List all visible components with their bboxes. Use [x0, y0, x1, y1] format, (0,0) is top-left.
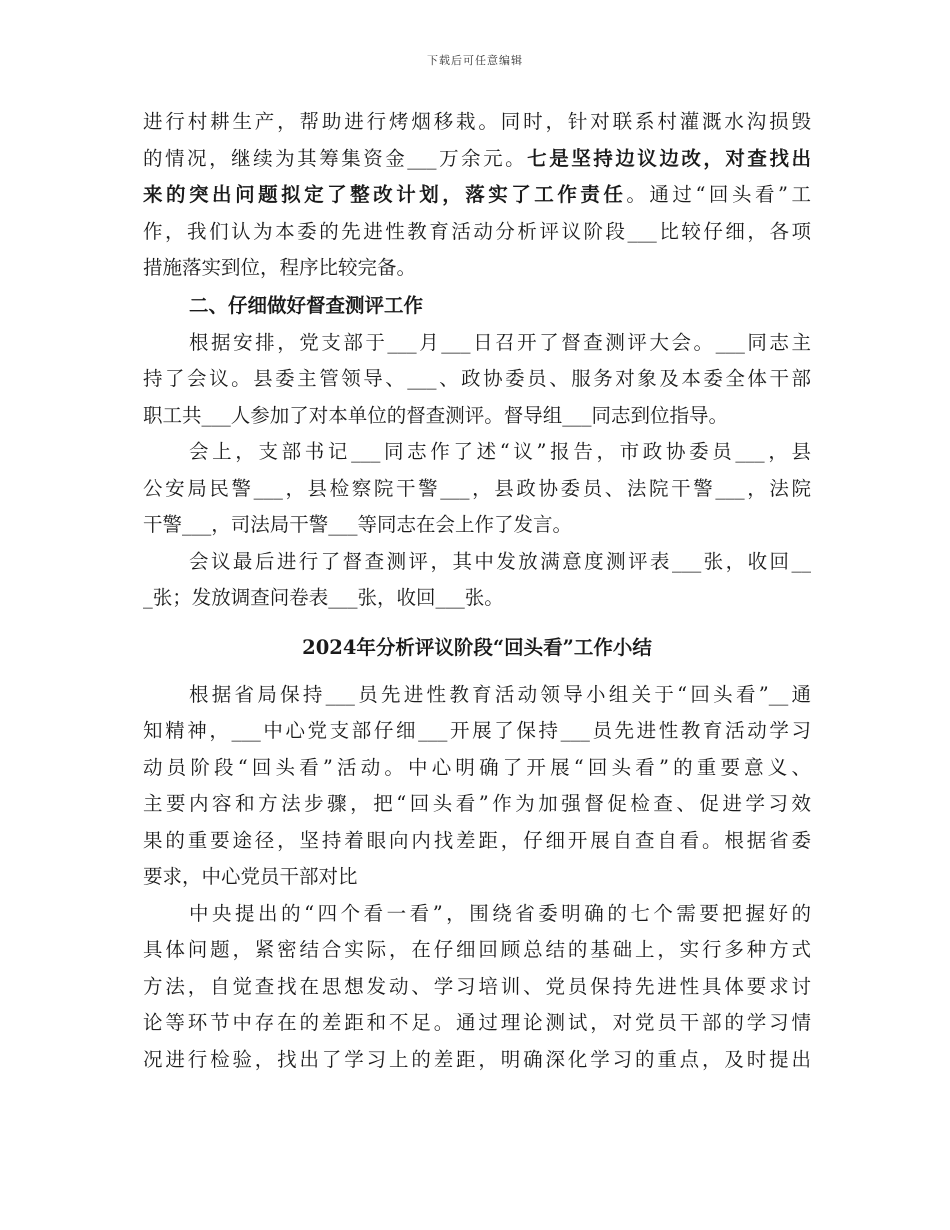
bold-text-run: 来的突出问题拟定了整改计划，落实了工作责任 [143, 183, 627, 206]
paragraph-line: 职工共___人参加了对本单位的督查测评。督导组___同志到位指导。 [143, 403, 729, 427]
text-run: 。通过“回头看”工 [626, 183, 811, 206]
paragraph-line: 根据省局保持___员先进性教育活动领导小组关于“回头看”__通 [189, 682, 811, 706]
paragraph-line: 方法，自觉查找在思想发动、学习培训、党员保持先进性具体要求讨 [143, 974, 811, 998]
paragraph-line: 况进行检验，找出了学习上的差距，明确深化学习的重点，及时提出 [143, 1047, 811, 1071]
paragraph-line: 公安局民警___，县检察院干警___，县政协委员、法院干警___，法院 [143, 476, 811, 500]
paragraph-line: 知精神，___中心党支部仔细___开展了保持___员先进性教育活动学习 [143, 719, 811, 742]
paragraph-line: 根据安排，党支部于___月___日召开了督查测评大会。___同志主 [189, 330, 811, 354]
paragraph-line: 作，我们认为本委的先进性教育活动分析评议阶段___比较仔细，各项 [143, 219, 811, 243]
paragraph-line: 具体问题，紧密结合实际，在仔细回顾总结的基础上，实行多种方式 [143, 938, 811, 961]
paragraph-line: 果的重要途径，坚持着眼向内找差距，仔细开展自查自看。根据省委 [143, 828, 811, 852]
paragraph-line: 论等环节中存在的差距和不足。通过理论测试，对党员干部的学习情 [143, 1011, 811, 1034]
paragraph-line: 中央提出的“四个看一看”，围绕省委明确的七个需要把握好的 [189, 901, 811, 925]
paragraph-line [143, 141, 811, 178]
paragraph-line: 会上，支部书记___同志作了述“议”报告，市政协委员___，县 [189, 440, 811, 463]
document-body [143, 104, 811, 1078]
paragraph-line: 要求，中心党员干部对比 [143, 865, 358, 888]
document-title: 2024年分析评议阶段“回头看”工作小结 [302, 635, 652, 659]
text-run: 的情况，继续为其筹集资金___万余元。 [143, 146, 528, 170]
paragraph-line: 干警___，司法局干警___等同志在会上作了发言。 [143, 513, 573, 536]
paragraph-line: 措施落实到位，程序比较完备。 [143, 256, 417, 279]
paragraph-line: 主要内容和方法步骤，把“回头看”作为加强督促检查、促进学习效 [143, 792, 811, 815]
paragraph-line: _张；发放调查问卷表___张，收回___张。 [143, 586, 504, 609]
section-heading: 二、仔细做好督查测评工作 [189, 293, 424, 317]
paragraph-line: 进行村耕生产，帮助进行烤烟移栽。同时，针对联系村灌溉水沟损毁 [143, 110, 811, 133]
paragraph-line: 动员阶段“回头看”活动。中心明确了开展“回头看”的重要意义、 [143, 755, 811, 779]
paragraph-line: 持了会议。县委主管领导、___、政协委员、服务对象及本委全体干部 [143, 367, 811, 390]
page-header: 下载后可任意编辑 [427, 54, 523, 67]
paragraph-line: 会议最后进行了督查测评，其中发放满意度测评表___张，收回__ [189, 549, 811, 573]
paragraph-line [143, 177, 811, 214]
bold-text-run: 七是坚持边议边改，对查找出 [527, 146, 811, 170]
